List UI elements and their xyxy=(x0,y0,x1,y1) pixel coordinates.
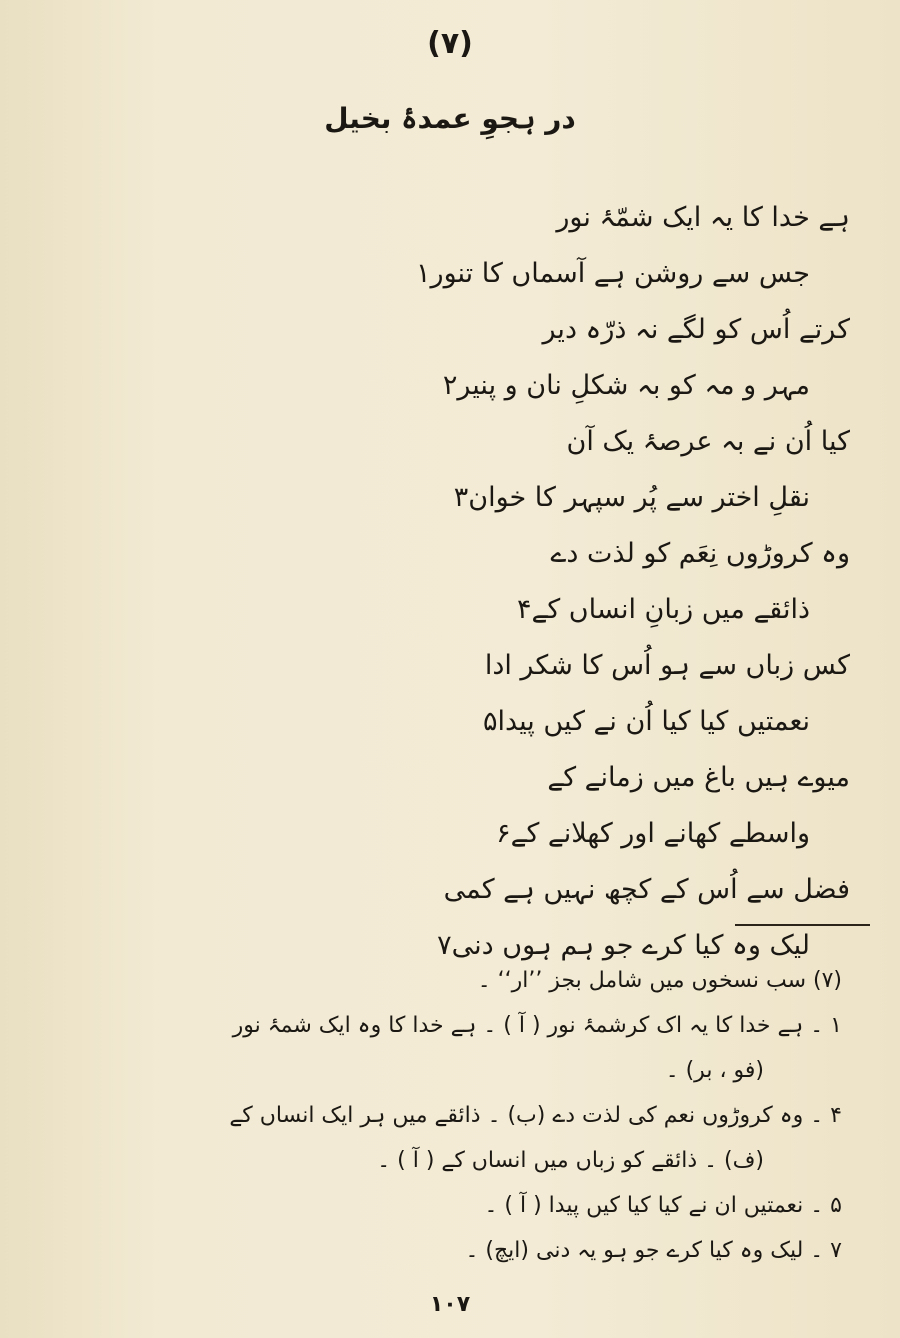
verse-line: نقلِ اختر سے پُر سپہر کا خوان۳ xyxy=(453,482,810,513)
verse-line: مہر و مہ کو بہ شکلِ نان و پنیر۲ xyxy=(442,370,810,401)
footnote-line: ۴ ۔ وہ کروڑوں نعم کی لذت دے (ب) ۔ ذائقے میں ہر ایک انساں کے xyxy=(229,1103,842,1128)
footnote-line: (۷) سب نسخوں میں شامل بجز ’’ار‘‘ ۔ xyxy=(477,968,842,993)
verse-line: نعمتیں کیا کیا اُن نے کیں پیدا۵ xyxy=(482,706,810,737)
footnote-line: ۷ ۔ لیک وہ کیا کرے جو ہو یہ دنی (ایچ) ۔ xyxy=(465,1238,842,1263)
footnote-line: ۱ ۔ ہے خدا کا یہ اک کرشمۂ نور ( آ ) ۔ ہے خدا کا وہ ایک شمۂ نور xyxy=(232,1013,842,1038)
page-number: ۱۰۷ xyxy=(429,1292,471,1317)
footnote-line: (ف) ۔ ذائقے کو زباں میں انساں کے ( آ ) ۔ xyxy=(377,1148,764,1173)
poem-number: (۷) xyxy=(427,26,473,61)
verse-line: کرتے اُس کو لگے نہ ذرّہ دیر xyxy=(542,314,850,345)
verse-line: ذائقے میں زبانِ انساں کے۴ xyxy=(517,594,810,625)
verse-line: کیا اُن نے بہ عرصۂ یک آن xyxy=(566,426,850,457)
verse-line: ہے خدا کا یہ ایک شمّۂ نور xyxy=(556,202,850,233)
verse-line: واسطے کھانے اور کھلانے کے۶ xyxy=(496,818,810,849)
verse-line: جس سے روشن ہے آسماں کا تنور۱ xyxy=(416,258,810,289)
footnote-line: (فو ، بر) ۔ xyxy=(665,1058,764,1083)
poem-title: در ہجوِ عمدۂ بخیل xyxy=(324,102,576,135)
verse-line: وہ کروڑوں نِعَم کو لذت دے xyxy=(550,538,850,569)
footnotes xyxy=(62,958,842,1273)
footnote-line: ۵ ۔ نعمتیں ان نے کیا کیا کیں پیدا ( آ ) ۔ xyxy=(484,1193,842,1218)
verse-line: فضل سے اُس کے کچھ نہیں ہے کمی xyxy=(443,874,850,905)
verse-line: میوے ہیں باغ میں زمانے کے xyxy=(547,762,850,793)
footnote-divider xyxy=(735,924,870,926)
verse-line: کس زباں سے ہو اُس کا شکر ادا xyxy=(484,650,850,681)
verse-line: لیک وہ کیا کرے جو ہم ہوں دنی۷ xyxy=(437,930,810,961)
poem-verses xyxy=(90,190,850,974)
